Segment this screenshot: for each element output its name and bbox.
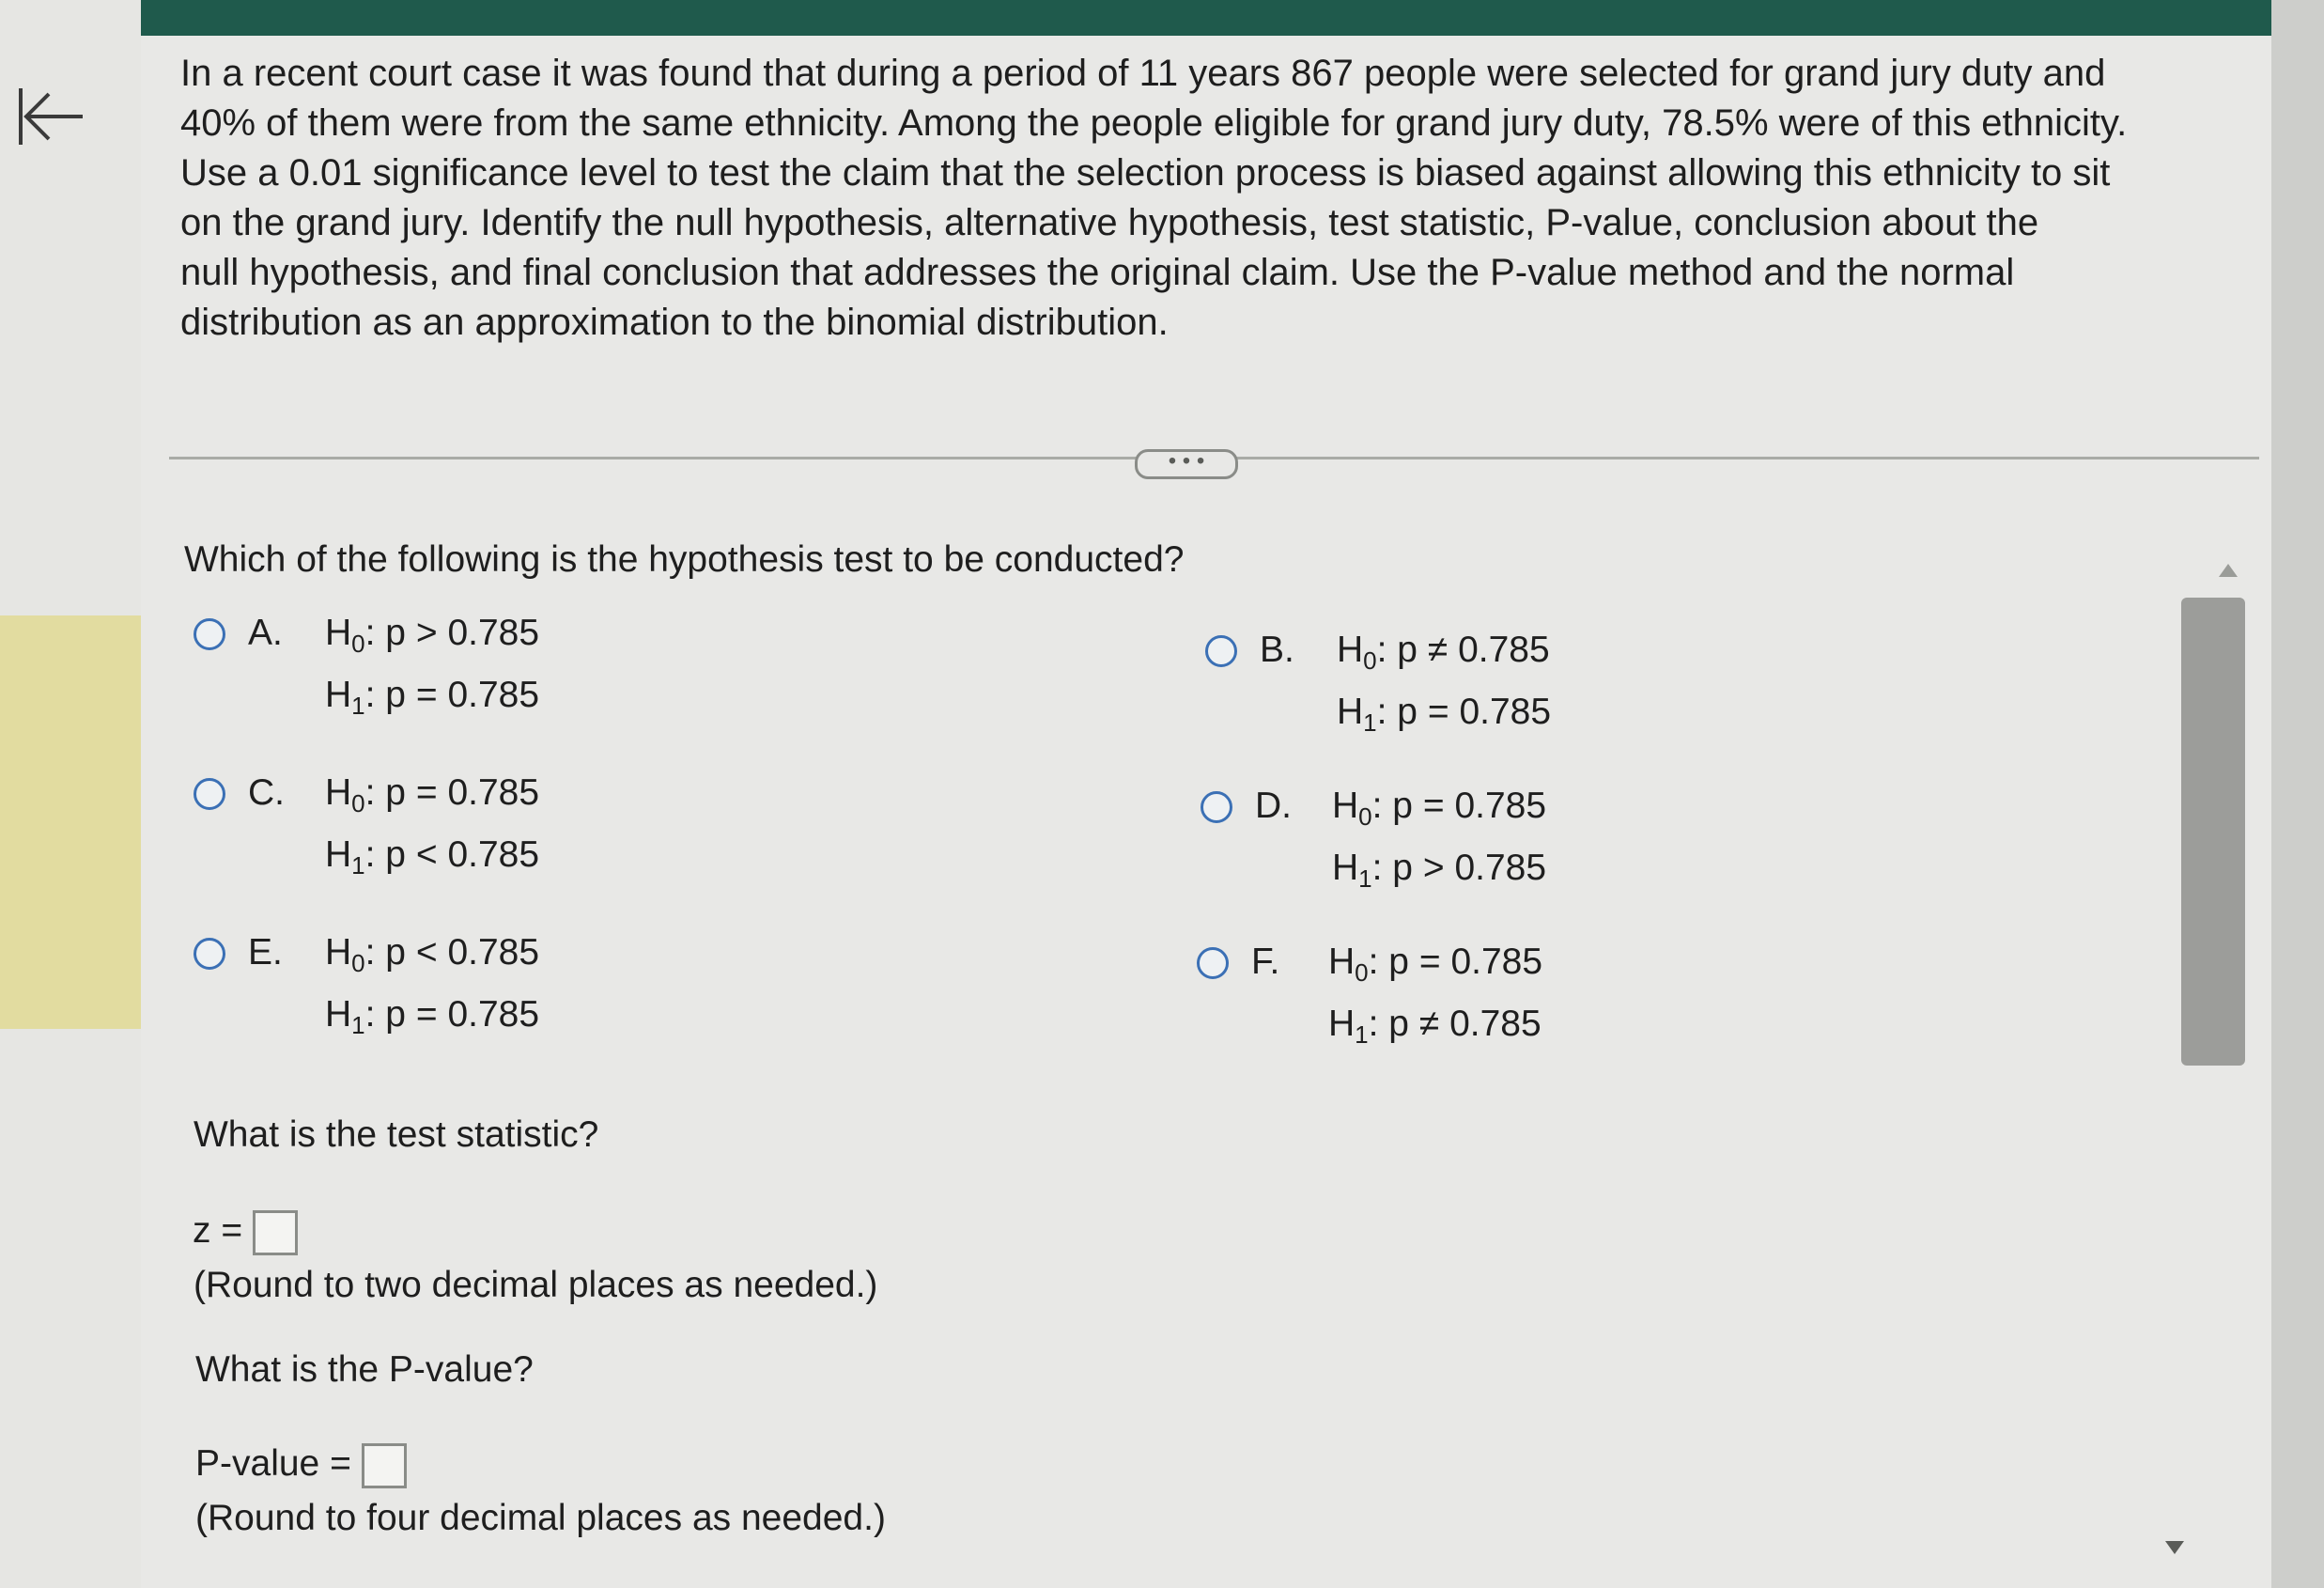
null-hypothesis: $H_0$: p = 0.785 (1332, 786, 1547, 831)
null-hypothesis: $H_0$: p > 0.785 (325, 613, 540, 658)
radio-button[interactable] (194, 938, 225, 970)
option-letter: B. (1260, 630, 1294, 670)
problem-line: null hypothesis, and final conclusion that addresses the original claim. Use the P-value method and the normal (180, 252, 2015, 293)
alternative-hypothesis: $H_1$: p = 0.785 (1337, 692, 1552, 737)
option-letter: E. (248, 932, 283, 973)
more-button[interactable]: • • • (1135, 449, 1238, 479)
p-value-answer-input[interactable] (362, 1443, 407, 1488)
scroll-down-arrow-icon[interactable] (2165, 1541, 2184, 1554)
option-letter: C. (248, 772, 285, 813)
alternative-hypothesis: $H_1$: p = 0.785 (325, 994, 540, 1039)
option-e[interactable] (194, 930, 720, 1043)
problem-line: In a recent court case it was found that during a period of 11 years 867 people were selected for grand jury duty and (180, 53, 2106, 94)
option-letter: A. (248, 613, 283, 653)
rounding-note-p: (Round to four decimal places as needed.) (195, 1498, 886, 1538)
test-statistic-row (193, 1208, 298, 1255)
left-highlight (0, 615, 141, 1029)
problem-line: distribution as an approximation to the binomial distribution. (180, 302, 1169, 343)
screen-edge (2271, 0, 2324, 1588)
z-label: z = (193, 1210, 243, 1251)
p-value-label: P-value = (195, 1443, 351, 1484)
alternative-hypothesis: $H_1$: p ≠ 0.785 (1328, 1004, 1542, 1049)
scrollbar-thumb[interactable] (2181, 598, 2245, 1066)
problem-line: 40% of them were from the same ethnicity. Among the people eligible for grand jury duty, 78.5% were of this ethnicity. (180, 102, 2128, 144)
scroll-up-arrow-icon[interactable] (2219, 564, 2238, 577)
option-letter: F. (1251, 942, 1280, 982)
option-f[interactable] (1197, 940, 1723, 1052)
null-hypothesis: $H_0$: p ≠ 0.785 (1337, 630, 1550, 675)
radio-button[interactable] (1197, 947, 1229, 979)
option-letter: D. (1255, 786, 1292, 826)
option-d[interactable] (1201, 784, 1727, 896)
question-hypothesis: Which of the following is the hypothesis test to be conducted? (184, 539, 1185, 580)
radio-button[interactable] (1205, 635, 1237, 667)
p-value-row (195, 1441, 407, 1488)
problem-statement (180, 49, 2275, 348)
option-c[interactable] (194, 771, 720, 883)
problem-line: on the grand jury. Identify the null hypothesis, alternative hypothesis, test statistic, P-value, conclusion about the (180, 202, 2039, 243)
null-hypothesis: $H_0$: p < 0.785 (325, 932, 540, 977)
z-answer-input[interactable] (253, 1210, 298, 1255)
problem-line: Use a 0.01 significance level to test the claim that the selection process is biased against allowing this ethnicity to sit (180, 152, 2111, 194)
alternative-hypothesis: $H_1$: p < 0.785 (325, 834, 540, 880)
alternative-hypothesis: $H_1$: p = 0.785 (325, 675, 540, 720)
null-hypothesis: $H_0$: p = 0.785 (1328, 942, 1543, 987)
back-to-start-icon[interactable] (13, 79, 88, 154)
option-b[interactable] (1205, 628, 1731, 740)
rounding-note-z: (Round to two decimal places as needed.) (194, 1265, 878, 1305)
alternative-hypothesis: $H_1$: p > 0.785 (1332, 848, 1547, 893)
radio-button[interactable] (194, 778, 225, 810)
radio-button[interactable] (194, 618, 225, 650)
null-hypothesis: $H_0$: p = 0.785 (325, 772, 540, 817)
radio-button[interactable] (1201, 791, 1232, 823)
option-a[interactable] (194, 611, 720, 724)
question-p-value: What is the P-value? (195, 1349, 534, 1390)
question-test-statistic: What is the test statistic? (194, 1114, 599, 1155)
